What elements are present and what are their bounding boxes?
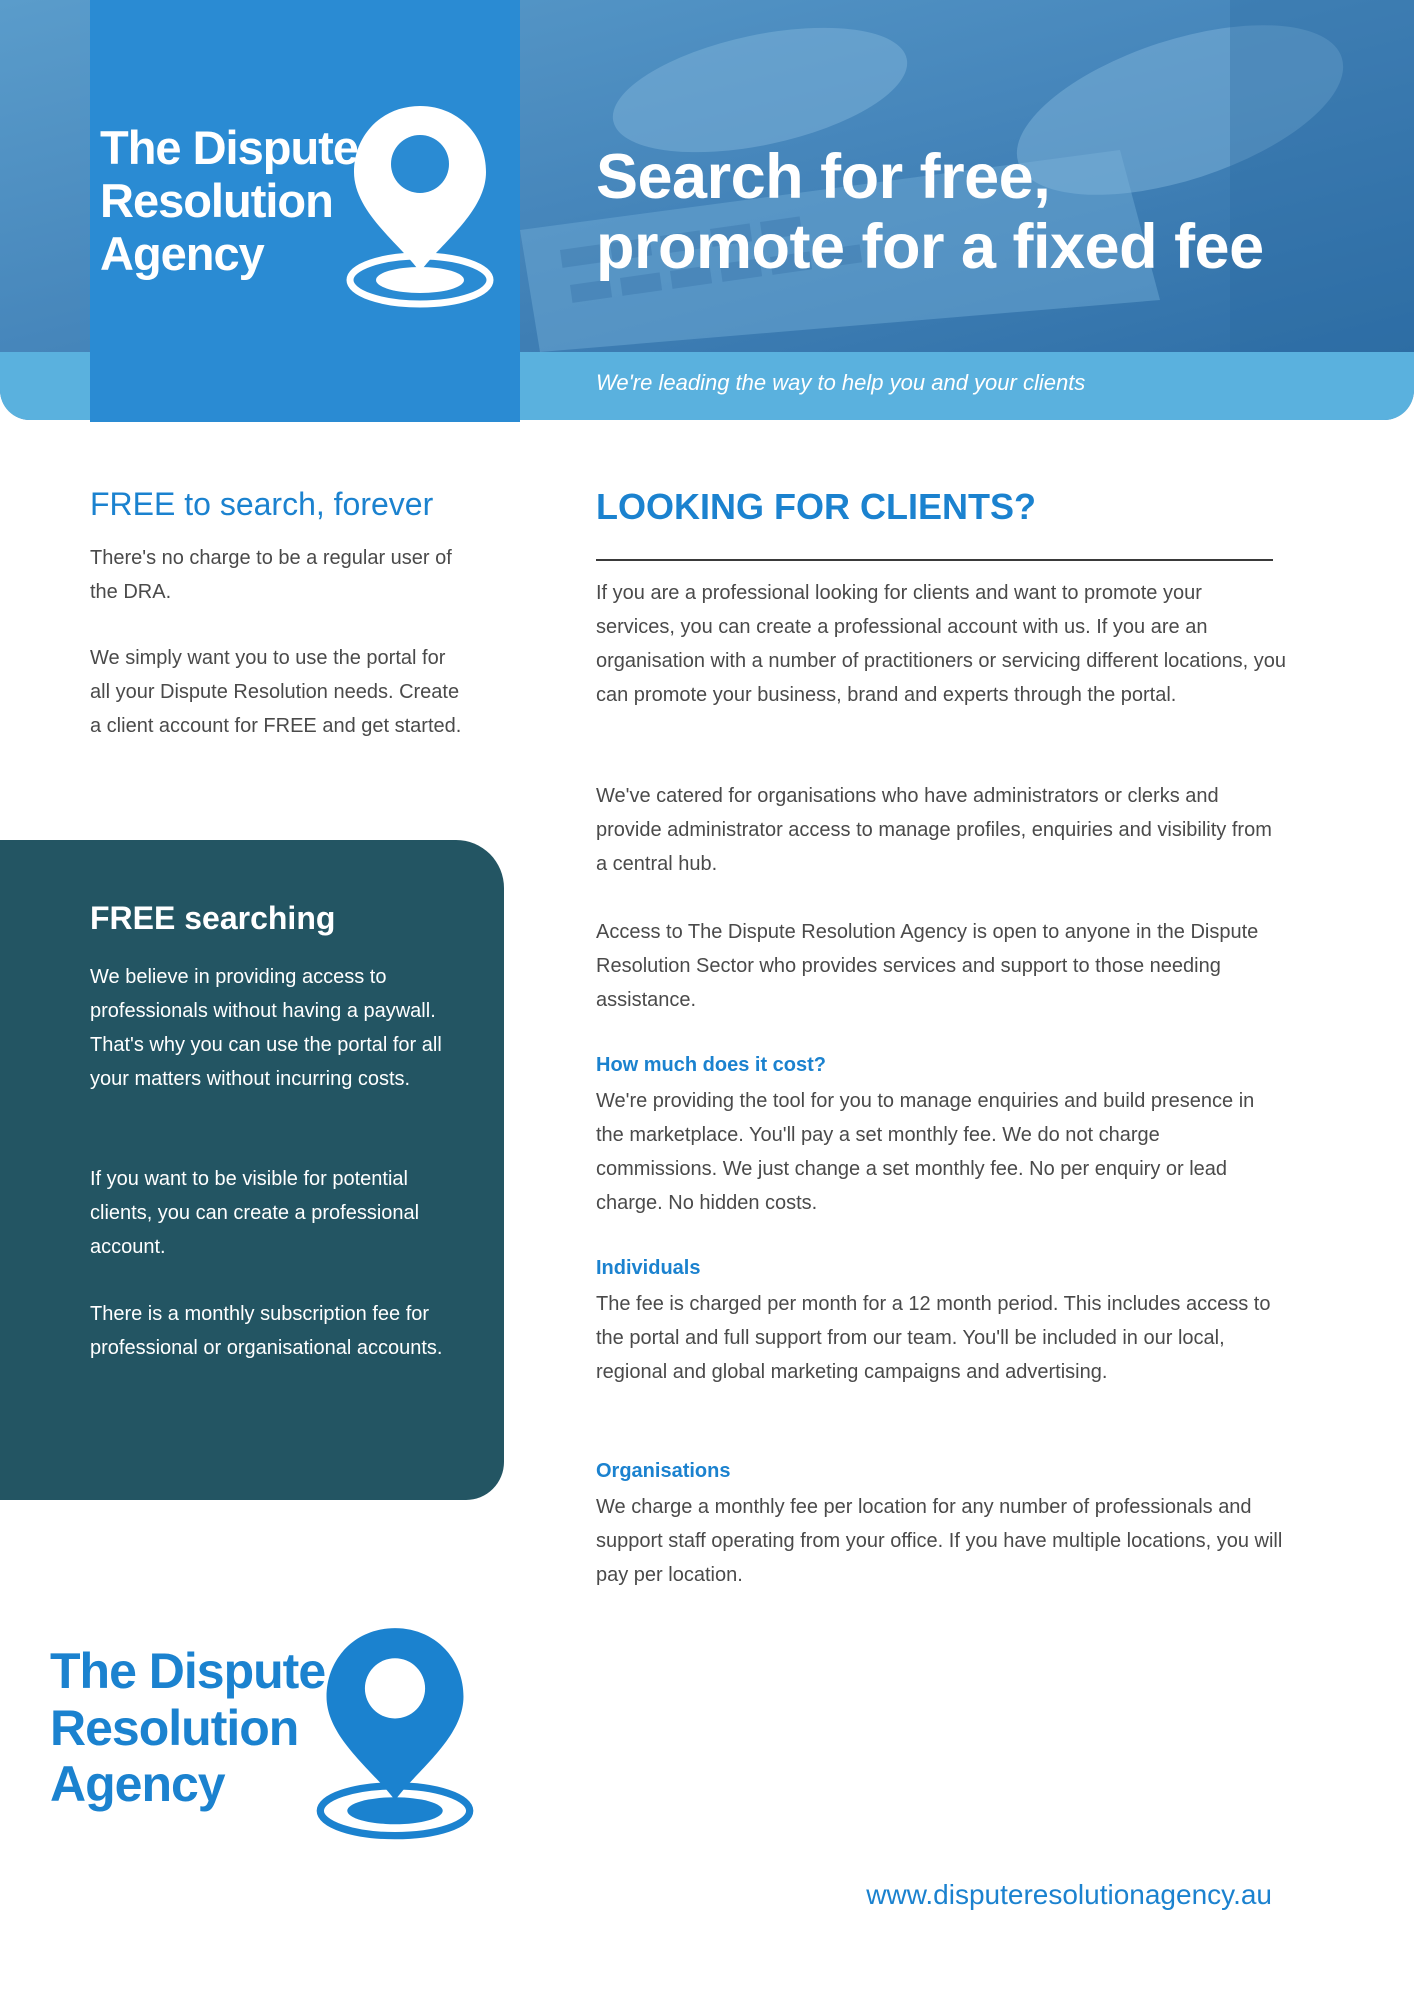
hero-title-line: promote for a fixed fee bbox=[596, 212, 1264, 282]
brand-line: Agency bbox=[50, 1756, 225, 1812]
free-searching-paragraph: If you want to be visible for potential clients, you can create a professional account. bbox=[90, 1168, 420, 1258]
free-search-heading: FREE to search, forever bbox=[90, 486, 434, 522]
heading-divider bbox=[596, 559, 1273, 561]
map-pin-icon bbox=[312, 1624, 478, 1844]
footer-brand-logo-text bbox=[50, 1643, 325, 1813]
brand-line: The Dispute bbox=[100, 121, 358, 174]
brand-line: The Dispute bbox=[50, 1643, 326, 1699]
free-search-paragraph: We simply want you to use the portal for all your Dispute Resolution needs. Create a client account for FREE and get started. bbox=[90, 647, 462, 737]
cost-paragraph: We're providing the tool for you to manage enquiries and build presence in the marketplace. You'll pay a set monthly fee. We do not charge commissions. We just change a set monthly fee. No per enquiry or lead charge. No hidden costs. bbox=[596, 1090, 1255, 1214]
clients-paragraph: Access to The Dispute Resolution Agency is open to anyone in the Dispute Resolution Sector who provides services and support to those needing assistance. bbox=[596, 921, 1259, 1011]
hero-title-line: Search for free, bbox=[596, 142, 1051, 212]
cost-heading: How much does it cost? bbox=[596, 1054, 827, 1076]
free-search-paragraph: There's no charge to be a regular user of the DRA. bbox=[90, 547, 452, 603]
hero-tagline: We're leading the way to help you and your clients bbox=[596, 370, 1086, 395]
free-searching-heading: FREE searching bbox=[90, 900, 336, 936]
brand-logo-text bbox=[100, 121, 358, 280]
hero-title bbox=[596, 142, 1264, 282]
brand-line: Resolution bbox=[100, 174, 333, 228]
website-link[interactable]: www.disputeresolutionagency.au bbox=[866, 1879, 1272, 1910]
organisations-heading: Organisations bbox=[596, 1460, 731, 1482]
map-pin-icon bbox=[340, 102, 500, 314]
individuals-heading: Individuals bbox=[596, 1257, 701, 1279]
individuals-paragraph: The fee is charged per month for a 12 month period. This includes access to the portal and full support from our team. You'll be included in our local, regional and global marketing campaigns and advertising. bbox=[596, 1293, 1271, 1383]
looking-for-clients-heading: LOOKING FOR CLIENTS? bbox=[596, 486, 1036, 527]
free-searching-paragraph: There is a monthly subscription fee for professional or organisational accounts. bbox=[90, 1303, 443, 1359]
clients-paragraph: We've catered for organisations who have administrators or clerks and provide administrator access to manage profiles, enquiries and visibility from a central hub. bbox=[596, 785, 1272, 875]
brand-line: Resolution bbox=[50, 1699, 299, 1756]
clients-paragraph: If you are a professional looking for clients and want to promote your services, you can create a professional account with us. If you are an organisation with a number of practitioners or servicing different locations, you can promote your business, brand and experts through the portal. bbox=[596, 582, 1286, 706]
organisations-paragraph: We charge a monthly fee per location for any number of professionals and support staff operating from your office. If you have multiple locations, you will pay per location. bbox=[596, 1496, 1283, 1586]
brand-line: Agency bbox=[100, 227, 264, 281]
free-searching-paragraph: We believe in providing access to professionals without having a paywall. That's why you can use the portal for all your matters without incurring costs. bbox=[90, 966, 442, 1090]
